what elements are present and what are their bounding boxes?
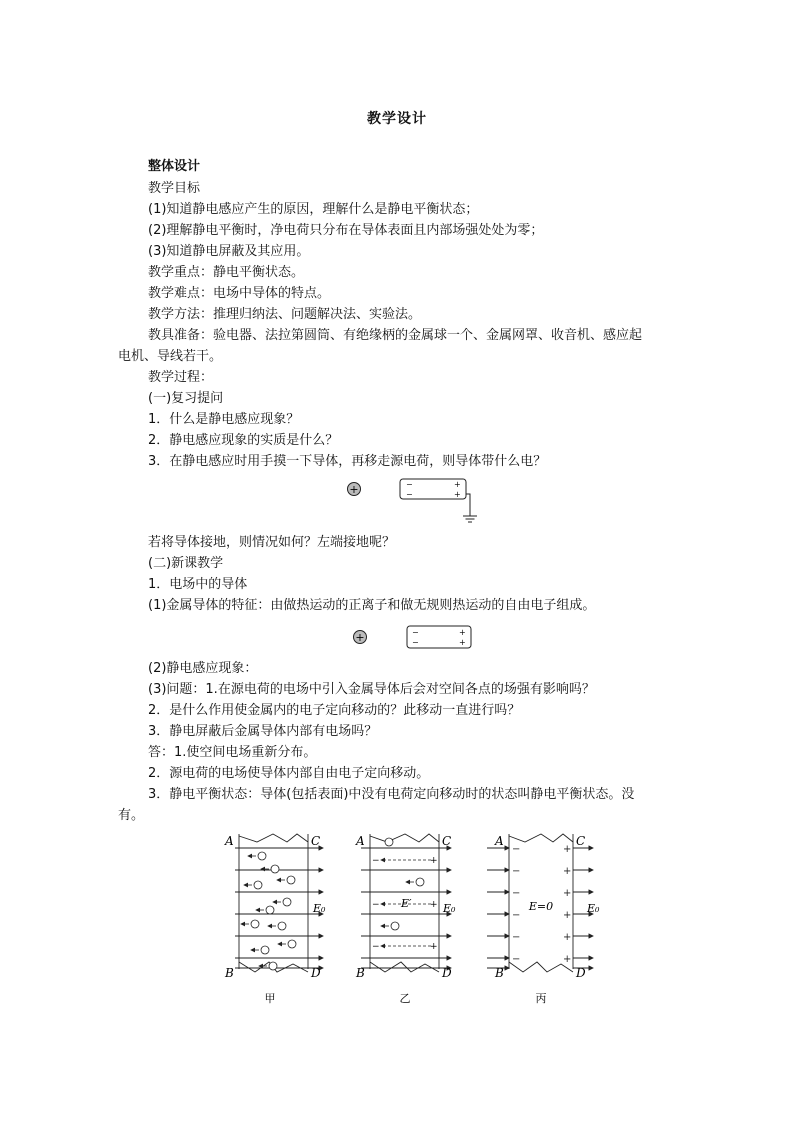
label-e-prime: E′ [401,897,412,910]
text-line: 3．在静电感应时用手摸一下导体，再移走源电荷，则导体带什么电？ [148,454,547,469]
panel-yi [355,834,456,1005]
text-line: 2．源电荷的电场使导体内部自由电子定向移动。 [148,766,430,781]
plus-sign: + [454,490,461,499]
text-line: 1．电场中的导体 [148,577,248,592]
label-e0: E₀ [587,902,600,915]
label-a: A [495,834,504,848]
caption-yi: 乙 [399,992,411,1005]
text-line: (1)知道静电感应产生的原因，理解什么是静电平衡状态； [148,202,479,217]
label-d: D [311,966,321,980]
label-b: B [356,966,365,980]
text-line: (3)知道静电屏蔽及其应用。 [148,244,310,259]
text-line: (1)金属导体的特征：由做热运动的正离子和做无规则热运动的自由电子组成。 [148,598,596,613]
text-line: 3．静电屏蔽后金属导体内部有电场吗？ [148,724,378,739]
minus-sign: − [406,490,413,499]
text-line: (一)复习提问 [148,391,224,406]
plus-sign: + [563,954,572,965]
label-d: D [442,966,452,980]
text-line: 教学重点：静电平衡状态。 [148,265,305,280]
grounded-conductor-figure [340,474,490,530]
text-line: 教学过程： [148,370,214,385]
plus-sign: + [563,910,572,921]
text-line: 答：1.使空间电场重新分布。 [148,745,317,760]
label-c: C [311,834,321,848]
label-a: A [225,834,234,848]
electrostatic-equilibrium-figure [215,826,615,1011]
minus-sign: − [372,942,380,952]
label-d: D [576,966,586,980]
text-line: (二)新课教学 [148,556,224,571]
plus-sign: + [355,631,365,644]
electron-icon [385,838,393,846]
plus-sign: + [430,900,438,910]
plus-sign: + [459,628,466,637]
minus-sign: − [412,628,419,637]
plus-sign: + [563,844,572,855]
label-e-zero: E=0 [528,900,554,913]
plus-sign: + [430,942,438,952]
text-line: 电机、导线若干。 [118,349,223,364]
text-line: 教学难点：电场中导体的特点。 [148,286,331,301]
minus-sign: − [372,856,380,866]
plus-sign: + [430,856,438,866]
plus-sign: + [563,888,572,899]
section-heading: 整体设计 [148,159,201,174]
plus-sign: + [349,483,359,496]
caption-bing: 丙 [535,992,547,1005]
minus-sign: − [406,480,413,489]
page-title: 教学设计 [367,111,427,127]
label-a: A [356,834,365,848]
label-e0: E₀ [313,902,326,915]
label-c: C [442,834,452,848]
minus-sign: − [512,910,521,921]
minus-sign: − [372,900,380,910]
text-line: 2．是什么作用使金属内的电子定向移动的？此移动一直进行吗？ [148,703,521,718]
minus-sign: − [512,888,521,899]
minus-sign: − [512,954,521,965]
caption-jia: 甲 [264,992,276,1005]
plus-sign: + [454,480,461,489]
plus-sign: + [563,866,572,877]
minus-sign: − [512,844,521,855]
panel-jia [224,834,326,1005]
label-b: B [225,966,234,980]
text-line: (2)静电感应现象： [148,661,258,676]
text-line: 教具准备：验电器、法拉第圆筒、有绝缘柄的金属球一个、金属网罩、收音机、感应起 [148,328,643,343]
text-line: 教学方法：推理归纳法、问题解决法、实验法。 [148,307,422,322]
plus-sign: + [563,932,572,943]
electron-icon [391,922,399,930]
ground-wire [466,494,470,516]
text-line: (3)问题：1.在源电荷的电场中引入金属导体后会对空间各点的场强有影响吗？ [148,682,595,697]
text-line: 教学目标 [148,181,201,196]
plus-sign: + [459,638,466,647]
electron-icon [416,878,424,886]
text-line: 2．静电感应现象的实质是什么？ [148,433,339,448]
text-line: 有。 [118,808,145,823]
text-line: 1．什么是静电感应现象？ [148,412,300,427]
minus-sign: − [412,638,419,647]
minus-sign: − [512,866,521,877]
text-line: 3．静电平衡状态：导体(包括表面)中没有电荷定向移动时的状态叫静电平衡状态。没 [148,787,635,802]
label-e0: E₀ [443,902,456,915]
minus-sign: − [512,932,521,943]
label-b: B [495,966,504,980]
text-line: 若将导体接地，则情况如何？左端接地呢？ [148,535,396,550]
panel-bing [487,834,600,1005]
induction-figure [345,622,480,654]
text-line: (2)理解静电平衡时，净电荷只分布在导体表面且内部场强处处为零； [148,223,544,238]
label-c: C [576,834,586,848]
